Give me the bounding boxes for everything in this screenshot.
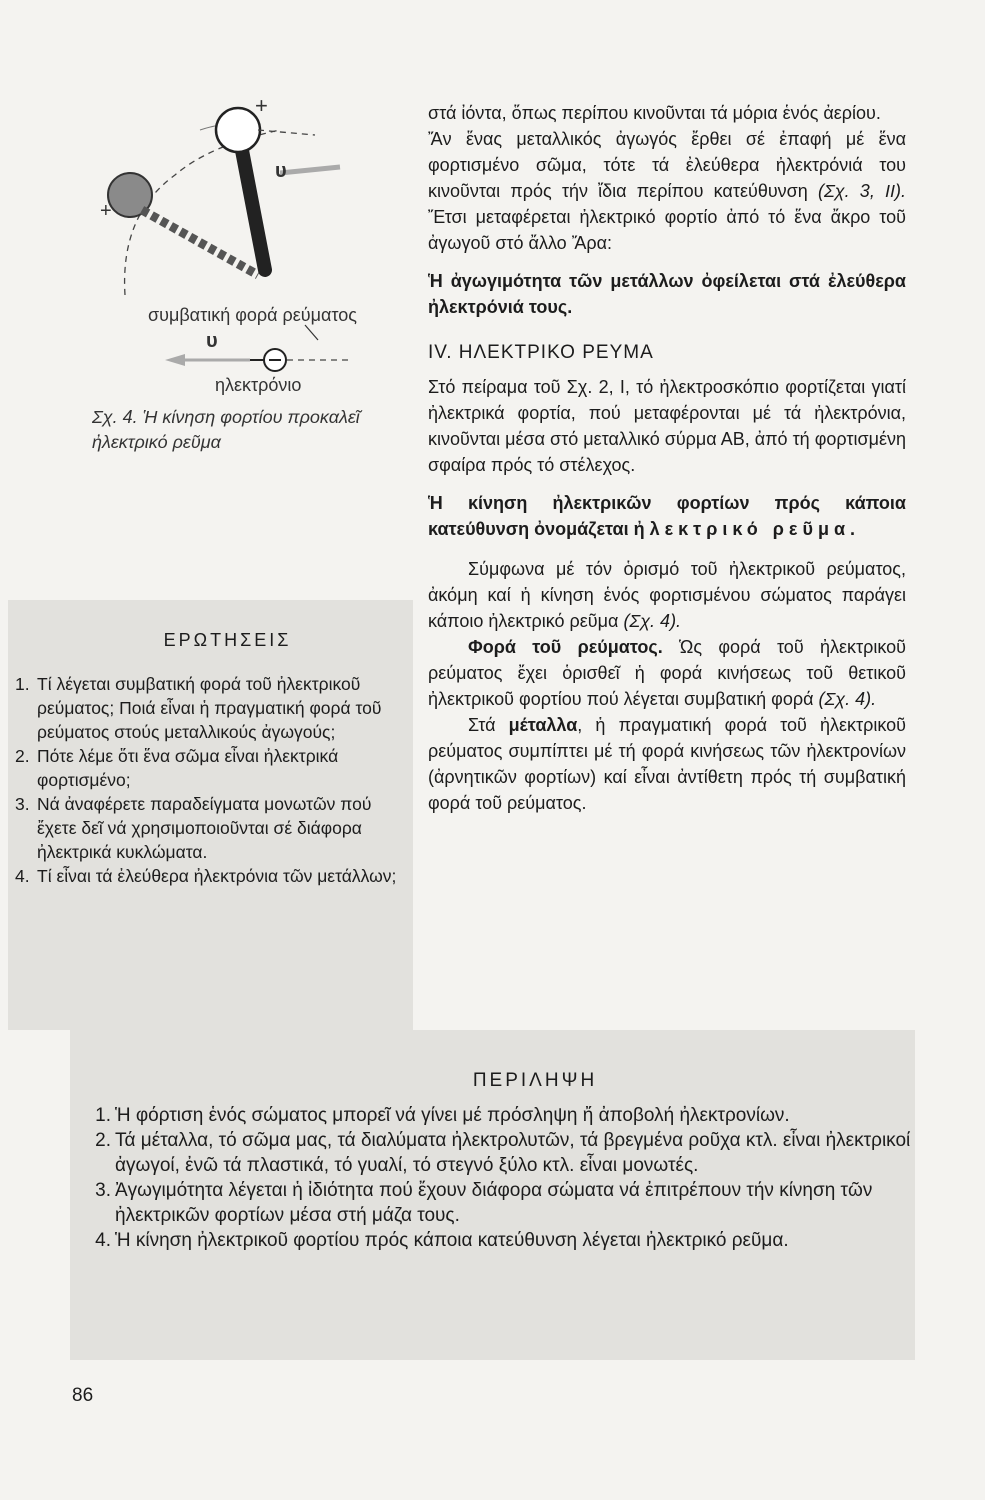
ghost-rod	[142, 210, 258, 275]
summary-item: 1. Ἡ φόρτιση ἑνός σώματος μπορεῖ νά γίνει μέ πρόσληψη ἤ ἀποβολή ἠλεκτρονίων.	[95, 1105, 790, 1126]
charge-motion-diagram	[80, 95, 410, 395]
paragraph-4: Σύμφωνα μέ τόν ὁρισμό τοῦ ἠλεκτρικοῦ ρεύματος, ἀκόμη καί ἡ κίνηση ἑνός φορτισμένου σώματος παράγει κάποιο ἠλεκτρικό ρεῦμα (Σχ. 4).	[428, 559, 906, 631]
conventional-current-label: συμβατική φορά ρεύματος	[148, 305, 357, 325]
question-item: 3. Νά ἀναφέρετε παραδείγματα μονωτῶν πού ἔχετε δεῖ νά χρησιμοποιοῦνται σέ διάφορα ἠλεκτρικά κυκλώματα.	[15, 794, 372, 862]
velocity-label-top: υ	[275, 160, 287, 182]
question-item: 1. Τί λέγεται συμβατική φορά τοῦ ἠλεκτρικοῦ ρεύματος; Ποιά εἶναι ἡ πραγματική φορά τοῦ ρεύματος στούς μεταλλικούς ἀγωγούς;	[15, 674, 382, 742]
right-column	[428, 100, 906, 816]
plus-label: +	[255, 93, 268, 118]
statement-current-definition: Ἡ κίνηση ἠλεκτρικῶν φορτίων πρός κάποια κατεύθυνση ὀνομάζεται ἠλεκτρικό ρεῦμα.	[428, 493, 906, 539]
paragraph-1: στά ἰόντα, ὅπως περίπου κινοῦνται τά μόρια ἑνός ἀερίου.	[428, 103, 881, 123]
paragraph-3: Στό πείραμα τοῦ Σχ. 2, Ι, τό ἠλεκτροσκόπιο φορτίζεται γιατί ἠλεκτρικά φορτία, πού μεταφέρονται μέ τά ἠλεκτρόνια, κινοῦνται μέσα στό μεταλλικό σύρμα ΑΒ, ἀπό τή φορτισμένη σφαίρα πρός τό στέλεχος.	[428, 377, 906, 475]
paragraph-6: Στά μέταλλα, ἡ πραγματική φορά τοῦ ἠλεκτρικοῦ ρεύματος συμπίπτει μέ τή φορά κινήσεως τῶν ἠλεκτρονίων (ἀρνητικῶν φορτίων) καί εἶναι ἀντίθετη πρός τή συμβατική φορά τοῦ ρεύματος.	[428, 715, 906, 813]
page-number: 86	[72, 1385, 94, 1406]
velocity-label-bottom: υ	[206, 330, 218, 352]
paragraph-5: Φορά τοῦ ρεύματος. Ὡς φορά τοῦ ἠλεκτρικοῦ ρεύματος ἔχει ὁρισθεῖ ἡ φορά κινήσεως τοῦ θετικοῦ ἠλεκτρικοῦ φορτίου πού λέγεται συμβατική φορά (Σχ. 4).	[428, 637, 906, 709]
conventional-pointer	[305, 325, 318, 340]
figure-4	[80, 95, 410, 395]
sphere-dash	[258, 130, 315, 135]
charged-sphere	[216, 108, 260, 152]
summary-item: 4. Ἡ κίνηση ἠλεκτρικοῦ φορτίου πρός κάποια κατεύθυνση λέγεται ἠλεκτρικό ρεῦμα.	[95, 1230, 789, 1251]
electron-label: ηλεκτρόνιο	[215, 375, 302, 395]
summary-section	[85, 1068, 915, 1253]
velocity-arrow	[280, 167, 340, 173]
question-item: 2. Πότε λέμε ὅτι ἕνα σῶμα εἶναι ἠλεκτρικά φορτισμένο;	[15, 746, 339, 790]
paragraph-2: Ἄν ἕνας μεταλλικός ἀγωγός ἔρθει σέ ἐπαφή μέ ἕνα φορτισμένο σῶμα, τότε τά ἐλεύθερα ἠλεκτρόνιά του κινοῦνται πρός τήν ἴδια περίπου κατεύθυνση (Σχ. 3, ΙΙ). Ἔτσι μεταφέρεται ἠλεκτρικό φορτίο ἀπό τό ἕνα ἄκρο τοῦ ἀγωγοῦ στό ἄλλο Ἄρα:	[428, 129, 907, 253]
questions-title: ΕΡΩΤΗΣΕΙΣ	[163, 630, 292, 650]
questions-section	[15, 628, 410, 888]
statement-conductivity: Ἡ ἀγωγιμότητα τῶν μετάλλων ὀφείλεται στά ἐλεύθερα ἠλεκτρόνιά τους.	[428, 271, 906, 317]
section-heading: IV. ΗΛΕΚΤΡΙΚΟ ΡΕΥΜΑ	[428, 342, 654, 363]
summary-title: ΠΕΡΙΛΗΨΗ	[472, 1070, 598, 1091]
figure-caption: Σχ. 4. Ἡ κίνηση φορτίου προκαλεῖ ἠλεκτρικό ρεῦμα	[92, 407, 360, 452]
question-item: 4. Τί εἶναι τά ἐλεύθερα ἠλεκτρόνια τῶν μετάλλων;	[15, 866, 397, 886]
electron-arrow-head	[165, 354, 185, 366]
insulating-rod	[240, 140, 265, 270]
svg-text:+: +	[100, 200, 112, 222]
summary-item: 2. Τά μέταλλα, τό σῶμα μας, τά διαλύματα ἠλεκτρολυτῶν, τά βρεγμένα ροῦχα κτλ. εἶναι ἠλεκτρικοί ἀγωγοί, ἐνῶ τά πλαστικά, τό γυαλί, τό στεγνό ξύλο κτλ. εἶναι μονωτές.	[95, 1130, 911, 1176]
summary-item: 3. Ἀγωγιμότητα λέγεται ἡ ἰδιότητα πού ἔχουν διάφορα σώματα νά ἐπιτρέπουν τήν κίνηση τῶν ἠλεκτρικῶν φορτίων μέσα στή μάζα τους.	[95, 1180, 873, 1226]
